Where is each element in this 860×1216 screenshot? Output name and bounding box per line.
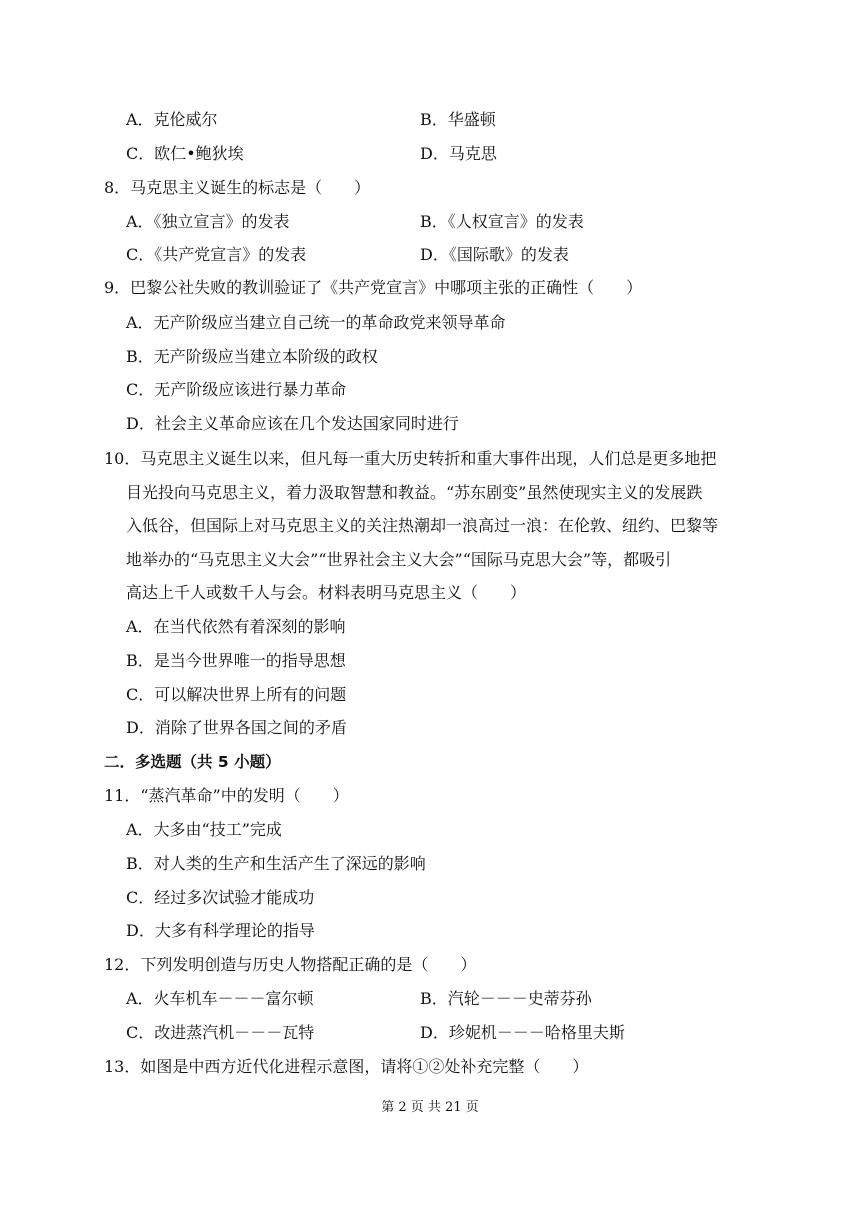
- q9-option-a: A．无产阶级应当建立自己统一的革命政党来领导革命: [126, 313, 506, 332]
- q10-stem-line-2: 目光投向马克思主义，着力汲取智慧和教益。“苏东剧变”虽然使现实主义的发展跌: [126, 483, 703, 502]
- q8-stem: 8．马克思主义诞生的标志是（ ）: [104, 178, 371, 197]
- q10-stem-line-3: 入低谷，但国际上对马克思主义的关注热潮却一浪高过一浪：在伦敦、纽约、巴黎等: [126, 516, 719, 535]
- q10-stem-line-5: 高达上千人或数千人与会。材料表明马克思主义（ ）: [126, 583, 527, 602]
- q7-option-c: C．欧仁•鲍狄埃: [126, 144, 244, 163]
- q7-option-b: B．华盛顿: [420, 110, 496, 129]
- q11-option-d: D．大多有科学理论的指导: [126, 921, 315, 940]
- q8-option-d: D．《国际歌》的发表: [420, 245, 569, 264]
- q10-stem-line-4: 地举办的“马克思主义大会”“世界社会主义大会”“国际马克思大会”等，都吸引: [126, 550, 672, 569]
- q8-option-c: C．《共产党宣言》的发表: [126, 245, 307, 264]
- q12-option-a: A．火车机车－－－富尔顿: [126, 989, 314, 1008]
- q10-option-a: A．在当代依然有着深刻的影响: [126, 617, 346, 636]
- q10-option-d: D．消除了世界各国之间的矛盾: [126, 718, 347, 737]
- q12-stem: 12．下列发明创造与历史人物搭配正确的是（ ）: [104, 955, 477, 974]
- q8-option-a: A．《独立宣言》的发表: [126, 212, 290, 231]
- q10-stem-line-1: 10．马克思主义诞生以来，但凡每一重大历史转折和重大事件出现，人们总是更多地把: [104, 449, 717, 468]
- q7-option-d: D．马克思: [420, 144, 497, 163]
- q12-option-b: B．汽轮－－－史蒂芬孙: [420, 989, 592, 1008]
- q10-option-c: C．可以解决世界上所有的问题: [126, 685, 347, 704]
- q11-option-c: C．经过多次试验才能成功: [126, 888, 315, 907]
- section-heading: 二．多选题（共 5 小题）: [104, 753, 281, 771]
- q12-option-d: D．珍妮机－－－哈格里夫斯: [420, 1023, 625, 1042]
- q9-option-d: D．社会主义革命应该在几个发达国家同时进行: [126, 414, 459, 433]
- q9-option-b: B．无产阶级应当建立本阶级的政权: [126, 347, 378, 366]
- q9-option-c: C．无产阶级应该进行暴力革命: [126, 380, 347, 399]
- q7-option-a: A．克伦威尔: [126, 110, 218, 129]
- q13-stem: 13．如图是中西方近代化进程示意图，请将①②处补充完整（ ）: [104, 1057, 589, 1076]
- q11-option-a: A．大多由“技工”完成: [126, 820, 282, 839]
- page-footer: 第 2 页 共 21 页: [381, 1100, 479, 1115]
- q8-option-b: B．《人权宣言》的发表: [420, 212, 584, 231]
- q11-stem: 11．“蒸汽革命”中的发明（ ）: [104, 786, 349, 805]
- q11-option-b: B．对人类的生产和生活产生了深远的影响: [126, 854, 426, 873]
- q12-option-c: C．改进蒸汽机－－－瓦特: [126, 1023, 315, 1042]
- q9-stem: 9．巴黎公社失败的教训验证了《共产党宣言》中哪项主张的正确性（ ）: [104, 278, 643, 297]
- q10-option-b: B．是当今世界唯一的指导思想: [126, 651, 346, 670]
